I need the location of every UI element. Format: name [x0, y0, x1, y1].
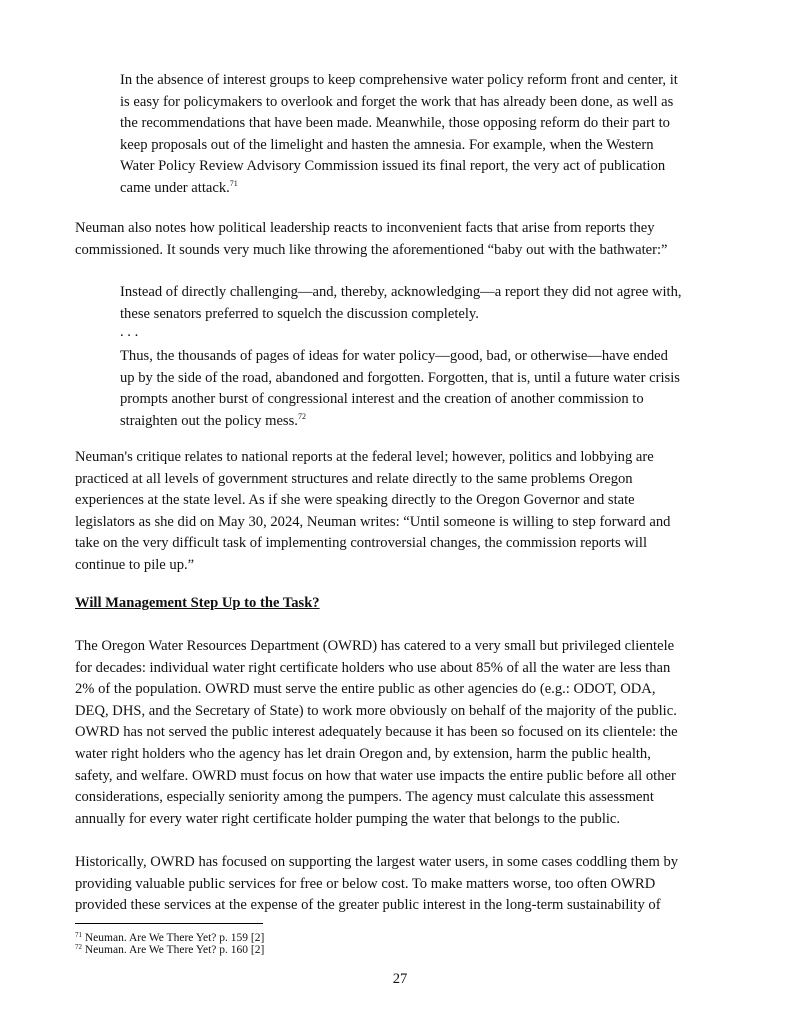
paragraph — [75, 852, 678, 917]
footnote-72: $^{72}$ Neuman. Are We There Yet? p. 160 [2] — [75, 943, 265, 956]
text-line: experiences at the state level. As if she were speaking directly to the Oregon Governor and state — [75, 492, 635, 509]
page-number: 27 — [392, 971, 408, 987]
text-line: keep proposals out of the limelight and hasten the amnesia. For example, when the Western — [120, 136, 654, 153]
text-line: commissioned. It sounds very much like throwing the aforementioned “baby out with the bathwater:” — [75, 241, 668, 258]
text-line: annually for every water right certificate holder pumping the water that belongs to the public. — [75, 810, 621, 827]
block-quote — [120, 70, 678, 200]
text-line: practiced at all levels of government structures and relate directly to the same problems Oregon — [75, 470, 633, 487]
text-line: Thus, the thousands of pages of ideas for water policy—good, bad, or otherwise—have ended — [120, 348, 668, 364]
text-line: Will Management Step Up to the Task? — [75, 595, 320, 611]
block-quote — [120, 346, 680, 432]
paragraph — [75, 447, 670, 577]
text-line: straighten out the policy mess.$^{72}$ — [120, 411, 306, 429]
text-line: The Oregon Water Resources Department (OWRD) has catered to a very small but privileged clientele — [75, 638, 675, 654]
text-line: came under attack.$^{71}$ — [120, 178, 238, 196]
text-line: providing valuable public services for free or below cost. To make matters worse, too often OWRD — [75, 875, 656, 892]
text-line: these senators preferred to squelch the discussion completely. — [120, 305, 479, 322]
text-line: DEQ, DHS, and the Secretary of State) to work more obviously on behalf of the majority of the public. — [75, 702, 677, 719]
footnote-reference: 72 — [297, 411, 306, 421]
text-line: continue to pile up.” — [75, 556, 195, 573]
footnote-reference: 71 — [229, 178, 238, 188]
text-line: provided these services at the expense of the greater public interest in the long-term sustainability of — [75, 897, 661, 914]
text-line: safety, and welfare. OWRD must focus on how that water use impacts the entire public before all other — [75, 767, 676, 784]
text-line: Historically, OWRD has focused on supporting the largest water users, in some cases coddling them by — [75, 854, 679, 870]
paragraph — [75, 636, 678, 830]
text-line: legislators as she did on May 30, 2024, Neuman writes: “Until someone is willing to step forward and — [75, 513, 671, 530]
footnote-separator — [75, 923, 263, 924]
text-line: Neuman's critique relates to national reports at the federal level; however, politics and lobbying are — [75, 449, 654, 465]
block-quote — [120, 322, 138, 344]
text-line: 2% of the population. OWRD must serve the entire public as other agencies do (e.g.: ODOT, ODA, — [75, 681, 656, 698]
text-line: OWRD has not served the public interest adequately because it has been so focused on its clientele: the — [75, 724, 678, 741]
text-line: for decades: individual water right certificate holders who use about 85% of all the water are less than — [75, 659, 671, 676]
text-line: . . . — [120, 324, 139, 340]
text-line: water right holders who the agency has let drain Oregon and, by extension, harm the public health, — [75, 745, 651, 762]
block-quote — [120, 282, 682, 325]
text-line: In the absence of interest groups to keep comprehensive water policy reform front and center, it — [120, 72, 678, 88]
text-line: is easy for policymakers to overlook and forget the work that has already been done, as well as — [120, 93, 674, 110]
text-line: Water Policy Review Advisory Commission issued its final report, the very act of publication — [120, 158, 666, 175]
paragraph — [75, 218, 668, 261]
footnote-71: $^{71}$ Neuman. Are We There Yet? p. 159 [2] — [75, 931, 265, 944]
text-line: considerations, especially seniority among the pumpers. The agency must calculate this assessment — [75, 789, 654, 806]
text-line: up by the side of the road, abandoned and forgotten. Forgotten, that is, until a future water crisis — [120, 369, 680, 386]
text-line: prompts another burst of congressional interest and the creation of another commission to — [120, 391, 644, 408]
text-line: Neuman also notes how political leadership reacts to inconvenient facts that arise from reports they — [75, 220, 655, 236]
text-line: the recommendations that have been made. Meanwhile, those opposing reform do their part to — [120, 115, 670, 132]
text-line: Instead of directly challenging—and, thereby, acknowledging—a report they did not agree with, — [120, 284, 682, 300]
text-line: take on the very difficult task of implementing controversial changes, the commission reports will — [75, 535, 647, 552]
section-heading — [75, 593, 320, 615]
